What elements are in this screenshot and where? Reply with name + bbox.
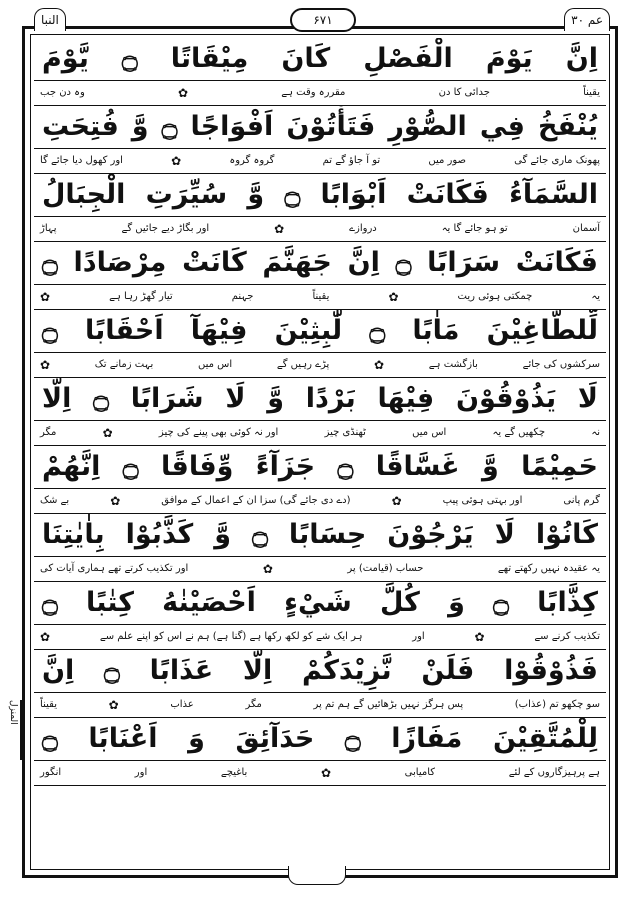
- translation-word: (دے دی جائے گی) سزا ان کے اعمال کے موافق: [161, 495, 351, 506]
- translation-word: تیار گھڑ رہا ہے: [109, 291, 173, 302]
- translation-word: یقیناً: [40, 699, 57, 710]
- translation-word: ہر ایک شے کو لکھ رکھا ہے (گنا ہے) ہم نے اس کو اپنے علم سے: [99, 631, 363, 642]
- translation-word: یہ: [591, 291, 600, 302]
- surah-name-tab: النبا: [34, 8, 66, 31]
- translation-word: تو ہو جائے گا یہ: [441, 223, 508, 234]
- translation-line: [34, 760, 606, 786]
- ayah-separator-icon: ✿: [40, 358, 51, 372]
- translation-word: گروہ گروہ: [229, 155, 275, 166]
- translation-line: [34, 420, 606, 446]
- translation-line: [34, 148, 606, 174]
- ayah-separator-icon: ✿: [474, 630, 485, 644]
- arabic-line: لِّلطَّاغِيْنَ مَاٰبًا ۝ لّٰبِثِيْنَ فِيْهَآ اَحْقَابًا ۝: [42, 315, 599, 346]
- translation-word: ہے پرہیزگاروں کے لئے: [508, 767, 600, 778]
- ayah-separator-icon: ✿: [320, 766, 332, 780]
- translation-line: [34, 352, 606, 378]
- translation-word: تکذیب کرنے سے: [534, 631, 600, 642]
- translation-word: آسمان: [572, 223, 600, 234]
- page-number: ۶۷۱: [290, 8, 356, 32]
- translation-word: گرم پانی: [563, 495, 600, 506]
- translation-word: يقيناً: [583, 87, 600, 98]
- translation-word: کامیابی: [404, 767, 436, 778]
- ayah-separator-icon: ✿: [171, 154, 182, 168]
- ayah-separator-icon: ✿: [391, 494, 402, 508]
- translation-word: چمکتی ہوئی ریت: [457, 291, 533, 302]
- translation-word: اور بہتی ہوئی پیپ: [442, 495, 523, 506]
- ayah-separator-icon: ✿: [262, 562, 273, 576]
- translation-word: نہ: [591, 427, 600, 438]
- translation-word: ٹھنڈی چیز: [324, 427, 366, 438]
- translation-word: اور کھول دیا جائے گا: [40, 155, 123, 166]
- translation-line: [34, 624, 606, 650]
- translation-word: اس میں: [197, 359, 233, 370]
- translation-line: [34, 556, 606, 582]
- translation-word: دروازے: [349, 223, 377, 234]
- translation-word: بازگشت ہے: [428, 359, 478, 370]
- translation-line: [34, 216, 606, 242]
- translation-word: تو آ جاؤ گے تم: [322, 155, 381, 166]
- translation-line: [34, 80, 606, 106]
- ayah-separator-icon: ✿: [40, 290, 51, 304]
- ayah-separator-icon: ✿: [178, 86, 189, 100]
- translation-word: اور: [412, 631, 425, 642]
- arabic-line: فَكَانَتْ سَرَابًا ۝ اِنَّ جَهَنَّمَ كَانَتْ مِرْصَادًا ۝: [42, 247, 598, 278]
- translation-word: اور: [134, 767, 148, 778]
- translation-word: مقررہ وقت ہے: [281, 87, 346, 98]
- translation-word: بہت زمانے تک: [94, 359, 154, 370]
- arabic-line: لِلْمُتَّقِيْنَ مَفَازًا ۝ حَدَآئِقَ وَ اَعْنَابًا ۝: [42, 723, 598, 754]
- translation-word: جدائی کا دن: [438, 87, 490, 98]
- arabic-line: كَانُوْا لَا يَرْجُوْنَ حِسَابًا ۝ وَّ كَذَّبُوْا بِاٰيٰتِنَا: [42, 519, 598, 550]
- side-margin-note: المنزل: [6, 700, 22, 760]
- translation-word: صور میں: [428, 155, 466, 166]
- translation-word: مگر: [245, 699, 262, 710]
- translation-word: پھونک ماری جائے گی: [514, 155, 600, 166]
- translation-word: اور بگاڑ دیے جائیں گے: [121, 223, 210, 234]
- translation-word: پہاڑ: [40, 223, 57, 234]
- arabic-line: فَذُوْقُوْا فَلَنْ نَّزِيْدَكُمْ اِلَّا عَذَابًا ۝ اِنَّ: [42, 655, 598, 686]
- translation-word: یقیناً: [312, 291, 330, 302]
- translation-word: یہ عقیدہ نہیں رکھتے تھے: [497, 563, 600, 574]
- translation-word: سو چکھو تم (عذاب): [514, 699, 600, 710]
- translation-word: پڑے رہیں گے: [276, 359, 330, 370]
- arabic-line: كِذَّابًا ۝ وَ كُلَّ شَيْءٍ اَحْصَيْنٰهُ كِتٰبًا ۝: [42, 587, 598, 618]
- translation-line: [34, 692, 606, 718]
- translation-word: سرکشوں کی جائے: [522, 359, 600, 370]
- arabic-line: لَا يَذُوْقُوْنَ فِيْهَا بَرْدًا وَّ لَا شَرَابًا ۝ اِلَّا: [42, 383, 598, 414]
- translation-word: چکھیں گے یہ: [492, 427, 546, 438]
- translation-word: حساب (قیامت) پر: [347, 563, 424, 574]
- translation-word: اور تکذیب کرتے تھے ہماری آیات کی: [40, 563, 189, 574]
- translation-line: [34, 488, 606, 514]
- page-content: [34, 38, 606, 786]
- juz-label: عم ۳۰: [564, 8, 610, 31]
- translation-line: [34, 284, 606, 310]
- footer-tab: [288, 866, 346, 885]
- translation-word: بے شک: [40, 495, 70, 506]
- translation-word: عذاب: [170, 699, 194, 710]
- translation-word: جہنم: [231, 291, 254, 302]
- translation-word: باغیچے: [220, 767, 248, 778]
- ayah-separator-icon: ✿: [110, 494, 121, 508]
- ayah-separator-icon: ✿: [102, 426, 113, 440]
- arabic-line: حَمِيْمًا وَّ غَسَّاقًا ۝ جَزَآءً وِّفَاقًا ۝ اِنَّهُمْ: [42, 451, 598, 482]
- ayah-separator-icon: ✿: [374, 358, 385, 372]
- translation-word: وہ دن جب: [40, 87, 85, 98]
- translation-word: انگور: [40, 767, 62, 778]
- arabic-line: اِنَّ يَوْمَ الْفَصْلِ كَانَ مِيْقَاتًا ۝ يَّوْمَ: [42, 43, 598, 74]
- translation-word: مگر: [40, 427, 57, 438]
- ayah-separator-icon: ✿: [40, 630, 51, 644]
- translation-word: پس ہرگز نہیں بڑھائیں گے ہم تم پر: [313, 699, 464, 710]
- translation-word: اس میں: [412, 427, 447, 438]
- ayah-separator-icon: ✿: [108, 698, 119, 712]
- ayah-separator-icon: ✿: [388, 290, 399, 304]
- arabic-line: السَّمَآءُ فَكَانَتْ اَبْوَابًا ۝ وَّ سُيِّرَتِ الْجِبَالُ: [42, 179, 598, 210]
- ayah-separator-icon: ✿: [274, 222, 285, 236]
- translation-word: اور نہ کوئی بھی پینے کی چیز: [158, 427, 279, 438]
- arabic-line: يُنْفَخُ فِي الصُّوْرِ فَتَأْتُوْنَ اَفْوَاجًا ۝ وَّ فُتِحَتِ: [42, 111, 598, 142]
